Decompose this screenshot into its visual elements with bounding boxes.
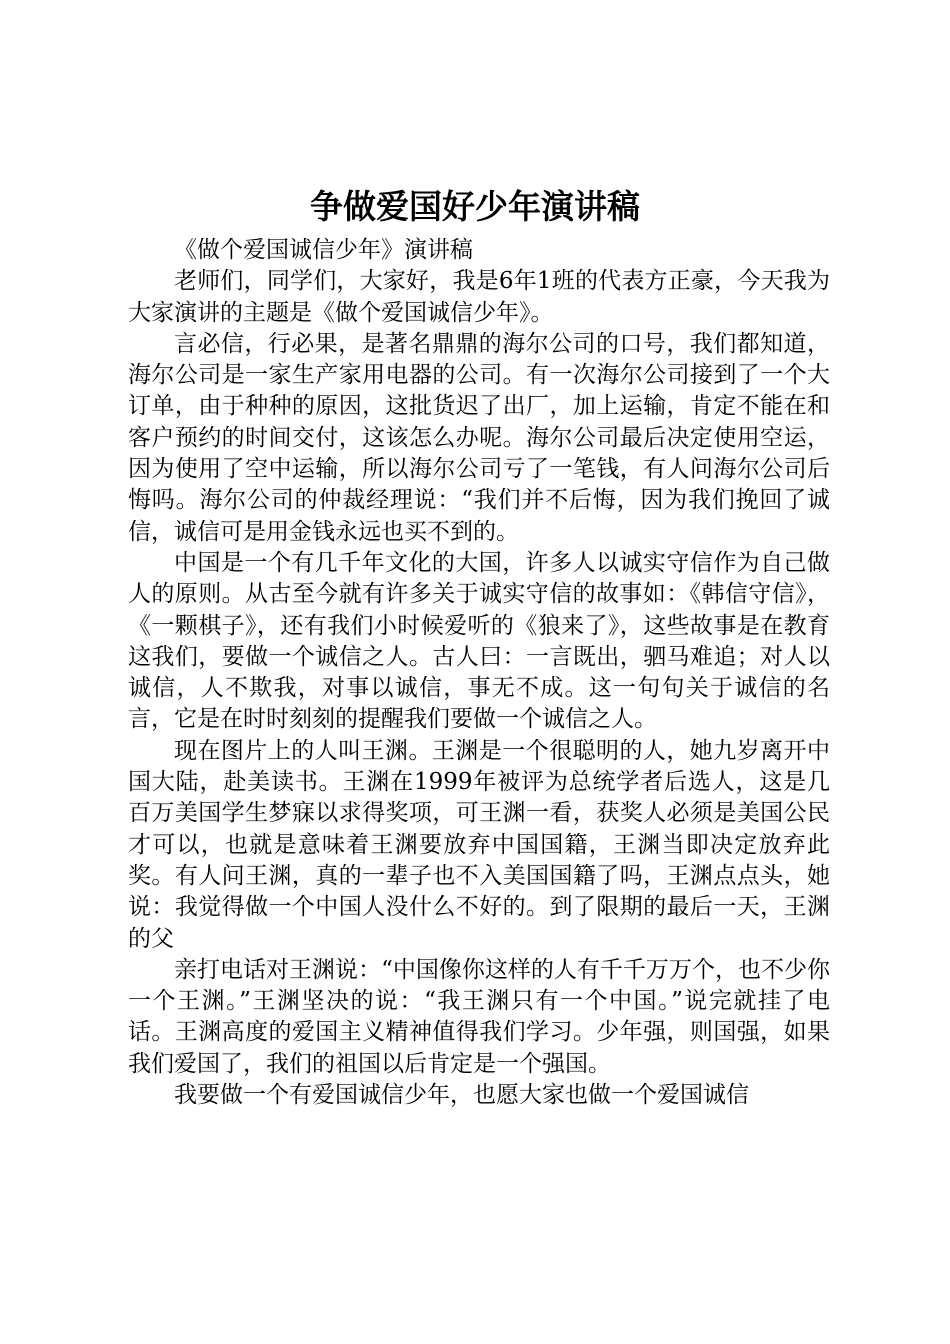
paragraph-subtitle: 《做个爱国诚信少年》演讲稿	[174, 237, 473, 263]
paragraph-chinese-tradition: 中国是一个有几千年文化的大国，许多人以诚实守信作为自己做人的原则。从古至今就有许多关于诚实守信的故事如：《韩信守信》，《一颗棋子》，还有我们小时候爱听的《狼来了》，这些故事是在教育这我们，要做一个诚信之人。古人曰：一言既出，驷马难追；对人以诚信，人不欺我，对事以诚信，事无不成。这一句句关于诚信的名言，它是在时时刻刻的提醒我们要做一个诚信之人。	[128, 549, 830, 733]
document-title: 争做爱国好少年演讲稿	[310, 187, 640, 226]
paragraph-haier-story: 言必信，行必果，是著名鼎鼎的海尔公司的口号，我们都知道，海尔公司是一家生产家用电器的公司。有一次海尔公司接到了一个大订单，由于种种的原因，这批货迟了出厂，加上运输，肯定不能在和客户预约的时间交付，这该怎么办呢。海尔公司最后决定使用空运，因为使用了空中运输，所以海尔公司亏了一笔钱，有人问海尔公司后悔吗。海尔公司的仲裁经理说：“我们并不后悔，因为我们挽回了诚信，诚信可是用金钱永远也买不到的。	[128, 330, 830, 545]
document-body	[128, 235, 830, 1111]
paragraph-wang-yuan-story: 现在图片上的人叫王渊。王渊是一个很聪明的人，她九岁离开中国大陆，赴美读书。王渊在1999年被评为总统学者后选人，这是几百万美国学生梦寐以求得奖项，可王渊一看，获奖人必须是美国公民才可以，也就是意味着王渊要放弃中国国籍，王渊当即决定放弃此奖。有人问王渊，真的一辈子也不入美国国籍了吗，王渊点点头，她说：我觉得做一个中国人没什么不好的。到了限期的最后一天，王渊的父	[128, 737, 830, 952]
paragraph-greeting: 老师们，同学们，大家好，我是6年1班的代表方正豪，今天我为大家演讲的主题是《做个爱国诚信少年》。	[128, 268, 830, 326]
paragraph-closing: 我要做一个有爱国诚信少年，也愿大家也做一个爱国诚信	[174, 1082, 749, 1109]
paragraph-wang-yuan-phone-call: 亲打电话对王渊说：“中国像你这样的人有千千万万个，也不少你一个王渊。”王渊坚决的说：“我王渊只有一个中国。”说完就挂了电话。王渊高度的爱国主义精神值得我们学习。少年强，则国强，如果我们爱国了，我们的祖国以后肯定是一个强国。	[128, 956, 830, 1077]
